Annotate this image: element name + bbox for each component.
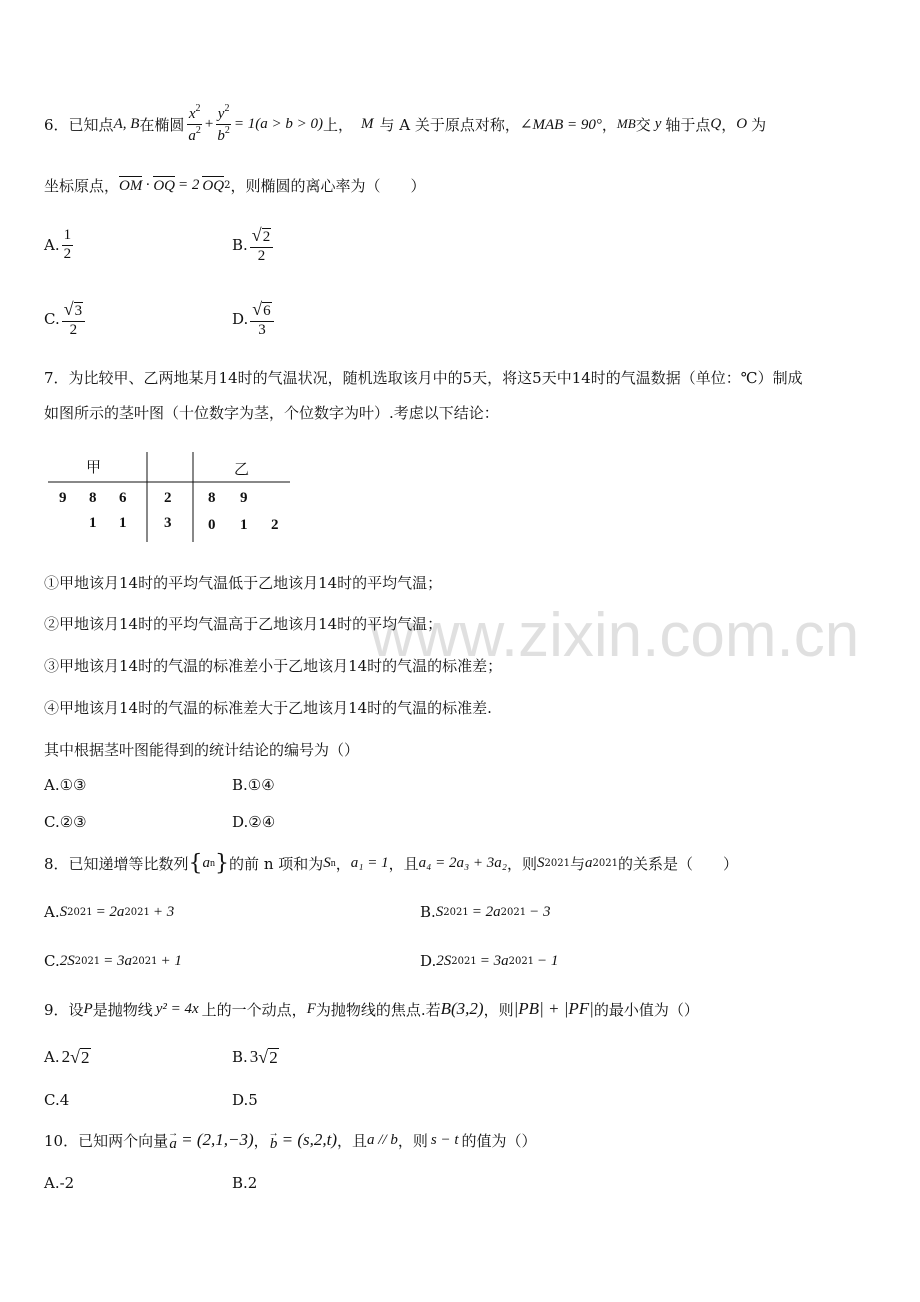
q8-stem: 8．已知递增等比数列 { a n } 的前 n 项和为 S n ， a₁ = 1 ，且 a₄ = 2a₃ + 3a₂ ，则 S 2021 与 a 2021 的关系是（ ） xyxy=(44,850,738,876)
q6-vec-OQ-sq: OQ xyxy=(202,177,225,194)
subscript: 2021 xyxy=(508,955,535,967)
jia-leaf: 1 xyxy=(119,515,127,531)
subscript: 2021 xyxy=(544,857,570,869)
q7-conclusion-3: ③甲地该月14时的气温的标准差小于乙地该月14时的气温的标准差； xyxy=(44,657,503,675)
subscript: 2021 xyxy=(74,955,101,967)
q9-parabola: y² = 4x xyxy=(155,1000,199,1017)
q7-option-a[interactable]: A.①③ xyxy=(44,776,87,794)
sqrt-radicand: 2 xyxy=(269,1047,278,1067)
q10-text: ， xyxy=(253,1131,269,1150)
q6-M: M xyxy=(361,115,374,132)
option-label: C. xyxy=(44,952,60,970)
q8-a2021: a xyxy=(585,854,593,871)
subscript: 2021 xyxy=(443,906,469,918)
jia-leaf: 9 xyxy=(59,490,67,506)
subscript: 2021 xyxy=(67,906,93,918)
stem-value: 3 xyxy=(164,515,172,531)
q6-eq-rest: = 1(a > b > 0) xyxy=(233,115,323,132)
q6-number: 6． xyxy=(44,115,69,134)
stem-leaf-plot xyxy=(48,450,293,545)
q8-an: a xyxy=(202,854,211,871)
coef: 3 xyxy=(249,1047,259,1066)
sqrt-radicand: 2 xyxy=(81,1047,90,1067)
q8-option-a[interactable] xyxy=(44,898,174,926)
q8-text: 8．已知递增等比数列 xyxy=(44,854,189,873)
q10-vec-a: → a xyxy=(168,1127,179,1152)
q6-option-d[interactable] xyxy=(232,296,276,342)
q8-a1: a₁ = 1 xyxy=(350,854,389,871)
q8-text: 的前 n 项和为 xyxy=(229,854,324,873)
q10-text: ，且 xyxy=(337,1131,368,1150)
q6-b: b xyxy=(217,127,225,144)
q7-option-c[interactable]: C.②③ xyxy=(44,813,87,831)
expr: = 3a xyxy=(479,952,509,969)
q9-text: 上的一个动点， xyxy=(201,1000,307,1019)
watermark: www.zixin.com.cn xyxy=(370,601,860,670)
q9-text: 为抛物线的焦点.若 xyxy=(315,1000,441,1019)
q8-relation: a₄ = 2a₃ + 3a₂ xyxy=(418,854,508,871)
q9-option-a[interactable]: A. 2 √ 2 xyxy=(44,1046,90,1067)
option-label: B. xyxy=(420,903,436,921)
q6-eq2: = 2 xyxy=(178,176,200,193)
q10-stem xyxy=(44,1124,537,1156)
q6-vec-OQ: OQ xyxy=(153,177,176,194)
q6-a: a xyxy=(188,127,196,144)
q7-option-b[interactable]: B.①④ xyxy=(232,776,275,794)
coef: 2 xyxy=(61,1047,71,1066)
yi-leaf: 1 xyxy=(240,517,248,533)
jia-leaf: 1 xyxy=(89,515,97,531)
q6-option-a-value xyxy=(62,227,74,263)
q10-vec-b: → b xyxy=(268,1127,279,1152)
frac-num: 1 xyxy=(62,227,74,245)
q6-text: 上， xyxy=(322,115,353,134)
q9-option-c[interactable]: C.4 xyxy=(44,1091,70,1109)
q9-text: 的最小值为（） xyxy=(593,1000,699,1019)
q6-text: 交 xyxy=(635,115,651,134)
q6-y: y xyxy=(217,106,225,123)
q9-stem xyxy=(44,994,699,1024)
frac-den: 2 xyxy=(63,245,72,262)
q9-B: B(3,2) xyxy=(440,999,484,1018)
expr: + 3 xyxy=(152,903,175,920)
q7-question: 其中根据茎叶图能得到的统计结论的编号为（） xyxy=(44,741,360,759)
q6-option-d-value: √ 6 3 xyxy=(250,299,273,339)
q9-P: P xyxy=(83,1000,93,1017)
q8-text: 与 xyxy=(569,854,585,873)
q7-option-d[interactable]: D.②④ xyxy=(232,813,276,831)
q10-text: 的值为（） xyxy=(461,1131,537,1150)
frac-den: 2 xyxy=(257,247,266,264)
q6-text: 轴于点 xyxy=(665,115,711,134)
q10-parallel: a // b xyxy=(367,1131,398,1148)
q6-x: x xyxy=(188,106,196,123)
expr: 2S xyxy=(436,952,452,969)
q6-text: ，则椭圆的离心率为（ ） xyxy=(230,176,426,195)
option-label: A. xyxy=(44,1048,60,1066)
q8-option-c[interactable] xyxy=(44,947,182,975)
q8-option-b[interactable] xyxy=(420,898,550,926)
q6-frac-y: $\frac{y^2}{b^2}$ xyxy=(217,103,230,144)
jia-leaf: 6 xyxy=(119,490,127,506)
q9-text: 是抛物线 xyxy=(92,1000,153,1019)
sqrt-radicand: 2 xyxy=(262,229,271,246)
q6-angle: ∠MAB = 90° xyxy=(519,116,602,133)
q6-text: 为 xyxy=(751,115,767,134)
q6-text: 与 A 关于原点对称， xyxy=(379,115,520,134)
option-label: A. xyxy=(44,236,60,254)
option-label: B. xyxy=(232,236,248,254)
vec-symbol: b xyxy=(269,1135,278,1152)
q6-text: 坐标原点， xyxy=(44,176,120,195)
option-label: D. xyxy=(420,952,437,970)
frac-den: 2 xyxy=(69,321,78,338)
expr: − 1 xyxy=(537,952,559,969)
vec-symbol: a xyxy=(169,1135,177,1152)
q8-Sn: S xyxy=(323,854,331,871)
q9-option-d[interactable]: D.5 xyxy=(232,1091,258,1109)
yi-leaf: 0 xyxy=(208,517,216,533)
q6-option-b[interactable] xyxy=(232,222,275,268)
option-label: B. xyxy=(232,1048,248,1066)
q6-points: A, B xyxy=(113,115,140,132)
q8-text: ，则 xyxy=(507,854,538,873)
q8-S2021: S xyxy=(537,854,545,871)
q6-text: 在椭圆 xyxy=(139,115,185,134)
frac-den: 3 xyxy=(258,321,266,338)
q10-text: ，则 xyxy=(397,1131,428,1150)
q10-a-value: = (2,1,−3) xyxy=(181,1130,254,1149)
q10-option-a[interactable]: A.-2 xyxy=(44,1174,75,1192)
expr: − 3 xyxy=(529,903,551,920)
q6-vec-OM: OM xyxy=(119,177,143,194)
q8-option-d[interactable] xyxy=(420,947,558,975)
q10-text: 10．已知两个向量 xyxy=(44,1131,169,1150)
q6-option-b-value: √ 2 2 xyxy=(250,225,273,265)
q6-text: ， xyxy=(601,115,617,134)
expr: S xyxy=(435,903,444,920)
q7-stem-line2: 如图所示的茎叶图（十位数字为茎，个位数字为叶）.考虑以下结论： xyxy=(44,404,499,422)
expr: = 2a xyxy=(471,903,501,920)
q7-conclusion-1: ①甲地该月14时的平均气温低于乙地该月14时的平均气温； xyxy=(44,574,443,592)
q8-text: ， xyxy=(335,854,351,873)
q6-frac-x: $\frac{x^2}{a^2}$ xyxy=(188,103,201,144)
expr: = 3a xyxy=(103,952,133,969)
q9-text: 9．设 xyxy=(44,1000,84,1019)
q6-text: ， xyxy=(721,115,737,134)
q6-option-a[interactable] xyxy=(44,222,75,268)
q9-expr: |PB| + |PF| xyxy=(513,999,594,1018)
q6-y-axis: y xyxy=(654,115,662,132)
expr: + 1 xyxy=(160,952,182,969)
subscript: 2021 xyxy=(124,906,150,918)
head-yi: 乙 xyxy=(234,462,250,478)
head-jia: 甲 xyxy=(86,460,102,476)
q8-text: ，且 xyxy=(388,854,419,873)
q6-stem-line2: 坐标原点， OM · OQ = 2 OQ 2 ，则椭圆的离心率为（ ） xyxy=(44,176,426,195)
sqrt-radicand: 3 xyxy=(74,303,83,320)
expr: S xyxy=(59,903,68,920)
sqrt-radicand: 6 xyxy=(263,303,271,320)
q10-b-value: = (s,2,t) xyxy=(281,1130,338,1149)
expr: = 2a xyxy=(95,903,125,920)
q6-option-c-value: √ 3 2 xyxy=(62,299,85,339)
q6-stem-line1: 6． 已知点 A, B 在椭圆 $\frac{x^2}{a^2}$ + $\frac{y^2}{b^2}$ = 1(a > b > 0) 上， M 与 A 关于原点对称， ∠MAB = 90° ， MB 交 y 轴于点 Q ， O 为 xyxy=(44,103,767,144)
q7-conclusion-2: ②甲地该月14时的平均气温高于乙地该月14时的平均气温； xyxy=(44,615,443,633)
expr: 2S xyxy=(59,952,75,969)
q8-text: 的关系是（ ） xyxy=(617,854,738,873)
subscript: 2021 xyxy=(132,955,158,967)
q10-s-minus-t: s − t xyxy=(430,1131,459,1148)
subscript: 2021 xyxy=(592,857,618,869)
q7-conclusion-4: ④甲地该月14时的气温的标准差大于乙地该月14时的气温的标准差. xyxy=(44,699,492,717)
stem-value: 2 xyxy=(164,490,172,506)
q9-text: ，则 xyxy=(483,1000,514,1019)
yi-leaf: 9 xyxy=(240,490,248,506)
option-label: D. xyxy=(232,310,249,328)
q9-F: F xyxy=(306,1000,316,1017)
q7-stem-line1: 7．为比较甲、乙两地某月14时的气温状况，随机选取该月中的5天，将这5天中14时的气温数据（单位：℃）制成 xyxy=(44,369,803,387)
q6-option-c[interactable] xyxy=(44,296,87,342)
option-label: A. xyxy=(44,903,60,921)
subscript: 2021 xyxy=(500,906,527,918)
yi-leaf: 2 xyxy=(271,517,279,533)
q6-Q: Q xyxy=(710,115,722,132)
q6-O: O xyxy=(736,115,748,132)
option-label: C. xyxy=(44,310,60,328)
q6-MB: MB xyxy=(616,116,636,131)
jia-leaf: 8 xyxy=(89,490,97,506)
subscript: 2021 xyxy=(451,955,477,967)
q9-option-b[interactable]: B. 3 √ 2 xyxy=(232,1046,278,1067)
q10-option-b[interactable]: B.2 xyxy=(232,1174,258,1192)
q6-text: 已知点 xyxy=(68,115,114,134)
yi-leaf: 8 xyxy=(208,490,216,506)
